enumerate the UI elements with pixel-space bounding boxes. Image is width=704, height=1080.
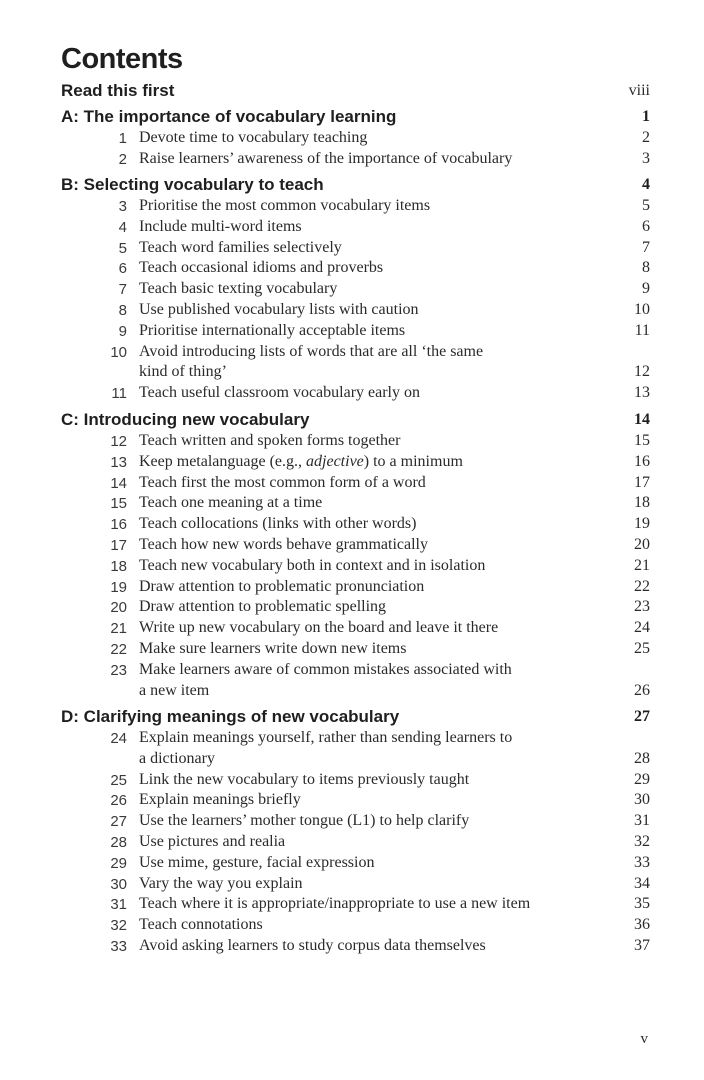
item-number: 17: [110, 537, 127, 554]
item-title: Draw attention to problematic spelling: [139, 598, 387, 616]
item-page: 2: [642, 129, 650, 146]
item-page: 3: [642, 149, 650, 167]
item-title: Teach collocations (links with other words): [139, 515, 417, 533]
item-number: 3: [118, 198, 127, 215]
item-title: Link the new vocabulary to items previously taught: [139, 770, 470, 788]
item-number: 29: [110, 854, 127, 872]
item-title: Prioritise internationally acceptable items: [139, 321, 406, 339]
item-title: a new item: [139, 681, 210, 699]
item-number: 9: [118, 322, 127, 340]
item-page: 21: [634, 556, 650, 574]
item-number: 2: [118, 150, 127, 168]
item-number: 10: [110, 343, 127, 361]
item-title: Make sure learners write down new items: [139, 640, 407, 657]
section-a-heading: A: The importance of vocabulary learning: [61, 107, 397, 126]
item-page: 35: [634, 895, 650, 913]
item-title: Explain meanings yourself, rather than sending learners to: [139, 729, 513, 746]
item-title: Teach word families selectively: [139, 238, 342, 256]
item-title: Use published vocabulary lists with caution: [139, 301, 419, 318]
item-page: 24: [634, 619, 650, 637]
item-number: 20: [110, 599, 127, 617]
section-d-page: 27: [634, 708, 650, 725]
section-c-heading: C: Introducing new vocabulary: [61, 410, 310, 429]
section-b-page: 4: [642, 176, 650, 193]
item-number: 27: [110, 813, 127, 831]
section-d-heading: D: Clarifying meanings of new vocabulary: [61, 707, 400, 726]
item-page: 18: [634, 494, 650, 512]
section-a-page: 1: [642, 108, 650, 125]
item-page: 29: [634, 770, 650, 788]
item-title: Make learners aware of common mistakes associated with: [139, 660, 512, 678]
item-page: 33: [634, 853, 650, 871]
item-number: 18: [110, 557, 127, 575]
item-page: 19: [634, 515, 650, 533]
item-page: 28: [634, 749, 650, 767]
item-number: 24: [110, 730, 127, 747]
item-title: Teach how new words behave grammatically: [139, 536, 428, 553]
item-number: 4: [118, 218, 127, 236]
item-number: 5: [118, 239, 127, 257]
item-number: 16: [110, 516, 127, 534]
item-page: 10: [634, 301, 650, 318]
item-title: Use mime, gesture, facial expression: [139, 853, 375, 871]
read-this-first-page: viii: [628, 82, 650, 99]
item-page: 17: [634, 473, 650, 491]
item-number: 7: [118, 281, 127, 299]
item-page: 7: [642, 238, 650, 256]
italic-term: adjective: [306, 452, 364, 470]
section-b-heading: B: Selecting vocabulary to teach: [61, 175, 324, 194]
item-page: 12: [634, 363, 650, 381]
item-number: 26: [110, 792, 127, 810]
item-title: Teach new vocabulary both in context and in isolation: [139, 556, 486, 574]
item-number: 30: [110, 875, 127, 893]
section-c-page: 14: [634, 411, 650, 428]
item-title: Teach useful classroom vocabulary early on: [139, 384, 420, 402]
item-page: 16: [634, 452, 650, 470]
item-title: Keep metalanguage (e.g., adjective) to a minimum: [139, 452, 463, 470]
item-number: 11: [111, 385, 127, 403]
page-folio: v: [640, 1031, 648, 1047]
item-page: 31: [634, 812, 650, 830]
item-page: 26: [634, 681, 650, 699]
item-page: 8: [642, 259, 650, 277]
item-number: 23: [110, 661, 127, 679]
item-page: 11: [634, 321, 650, 339]
item-title: Teach first the most common form of a word: [139, 473, 426, 491]
item-page: 32: [634, 833, 650, 850]
item-title: Teach where it is appropriate/inappropriate to use a new item: [139, 895, 531, 913]
item-title: kind of thing’: [139, 363, 227, 381]
item-number: 13: [110, 453, 127, 471]
item-page: 34: [634, 874, 650, 892]
item-number: 25: [110, 771, 127, 789]
item-title: Include multi-word items: [139, 217, 302, 235]
item-page: 15: [634, 432, 650, 449]
item-page: 5: [642, 197, 650, 214]
item-page: 37: [634, 937, 650, 954]
item-title: Teach basic texting vocabulary: [139, 280, 338, 298]
item-page: 23: [634, 598, 650, 616]
item-number: 19: [110, 578, 127, 596]
item-page: 36: [634, 916, 650, 934]
item-title: Write up new vocabulary on the board and leave it there: [139, 619, 499, 637]
item-number: 8: [118, 302, 127, 319]
item-page: 30: [634, 791, 650, 809]
item-title: Draw attention to problematic pronunciation: [139, 577, 425, 595]
item-number: 15: [110, 495, 127, 513]
item-title: Raise learners’ awareness of the importance of vocabulary: [139, 149, 513, 167]
item-title: Use pictures and realia: [139, 833, 286, 850]
item-page: 6: [642, 217, 650, 235]
item-number: 14: [110, 474, 127, 492]
item-title: Teach occasional idioms and proverbs: [139, 259, 384, 277]
item-title: Devote time to vocabulary teaching: [139, 129, 368, 146]
item-title: Teach one meaning at a time: [139, 494, 323, 512]
item-title: Vary the way you explain: [139, 874, 303, 892]
item-number: 28: [110, 834, 127, 851]
item-page: 20: [634, 536, 650, 553]
item-page: 9: [642, 280, 650, 298]
page-title: Contents: [61, 43, 183, 75]
item-page: 13: [634, 384, 650, 402]
item-number: 31: [110, 896, 127, 914]
item-title: Teach connotations: [139, 916, 263, 934]
item-number: 22: [110, 641, 127, 658]
item-page: 25: [634, 640, 650, 657]
item-number: 33: [110, 938, 127, 955]
item-number: 6: [118, 260, 127, 278]
read-this-first-heading: Read this first: [61, 81, 175, 100]
item-title: Explain meanings briefly: [139, 791, 301, 809]
item-title: Prioritise the most common vocabulary items: [139, 197, 431, 214]
item-number: 21: [110, 620, 127, 638]
item-title: Avoid introducing lists of words that are all ‘the same: [139, 342, 484, 360]
item-page: 22: [634, 577, 650, 595]
item-title: a dictionary: [139, 749, 215, 767]
item-title: Use the learners’ mother tongue (L1) to help clarify: [139, 812, 470, 830]
item-title: Avoid asking learners to study corpus data themselves: [139, 937, 486, 954]
item-title: Teach written and spoken forms together: [139, 432, 401, 449]
item-number: 1: [118, 130, 127, 147]
item-number: 12: [110, 433, 127, 450]
item-number: 32: [110, 917, 127, 935]
